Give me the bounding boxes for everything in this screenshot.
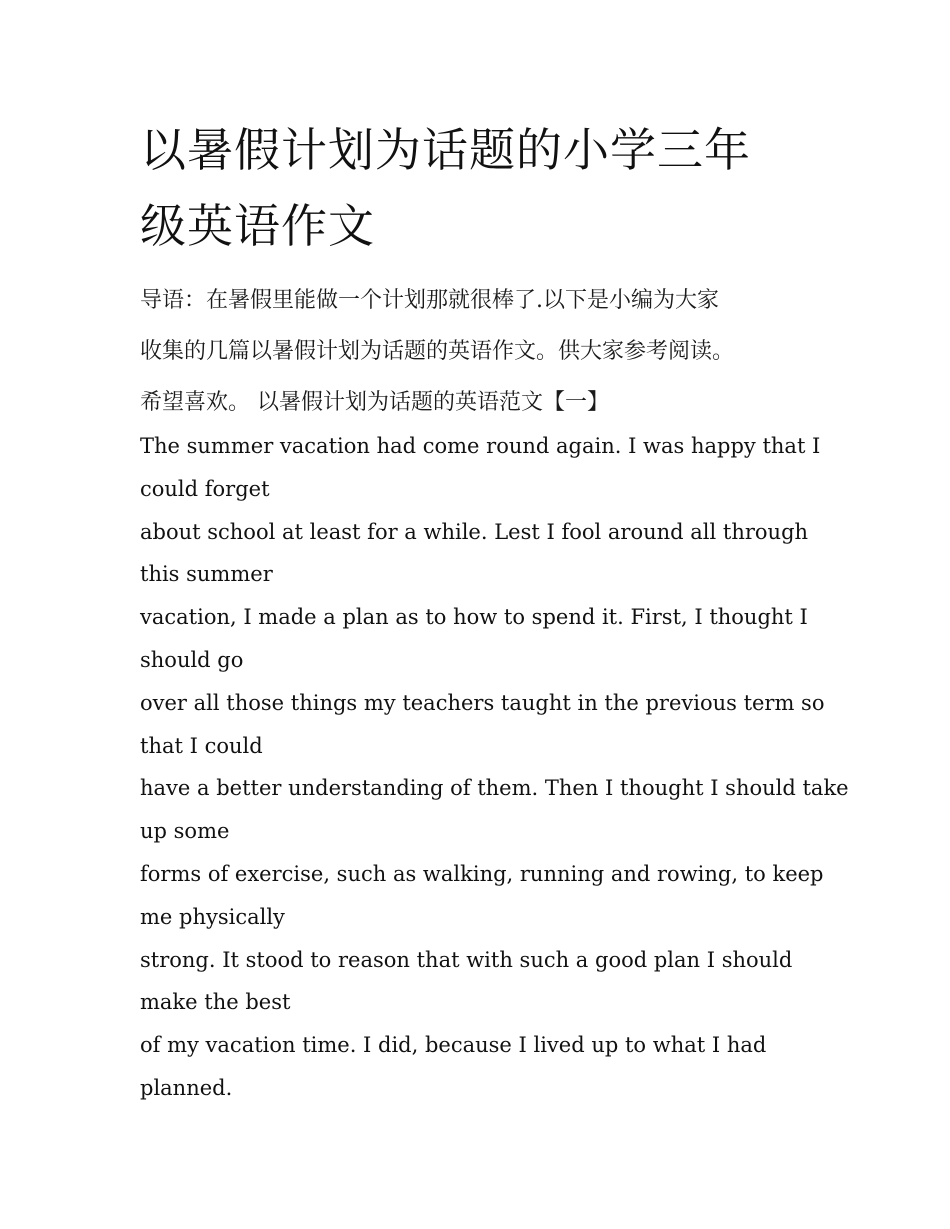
title-line: 以暑假计划为话题的小学三年 [140,123,751,177]
title-line: 级英语作文 [140,199,375,253]
essay-line: strong. It stood to reason that with such a good plan I should [140,947,793,972]
essay-line: me physically [140,904,285,929]
essay-line: have a better understanding of them. Then I thought I should take [140,776,849,801]
essay-line: about school at least for a while. Lest I fool around all through [140,519,809,544]
essay-line: this summer [140,562,273,587]
essay-line: make the best [140,990,291,1015]
document-title [140,112,820,264]
essay-line: could forget [140,476,270,501]
essay-body [140,425,849,1110]
essay-line: that I could [140,733,263,758]
essay-line: of my vacation time. I did, because I lived up to what I had [140,1033,767,1058]
essay-line: vacation, I made a plan as to how to spend it. First, I thought I [140,605,808,630]
essay-line: planned. [140,1075,233,1100]
intro-line: 收集的几篇以暑假计划为话题的英语作文。供大家参考阅读。 [140,339,735,364]
essay-line: forms of exercise, such as walking, running and rowing, to keep [140,861,824,886]
essay-line: The summer vacation had come round again. I was happy that I [140,434,821,458]
intro-paragraph [140,278,820,431]
intro-line: 导语：在暑假里能做一个计划那就很棒了.以下是小编为大家 [140,288,719,313]
essay-line: up some [140,819,230,844]
intro-line: 希望喜欢。 以暑假计划为话题的英语范文【一】 [140,390,609,415]
essay-line: should go [140,647,244,672]
essay-line: over all those things my teachers taught in the previous term so [140,690,825,715]
